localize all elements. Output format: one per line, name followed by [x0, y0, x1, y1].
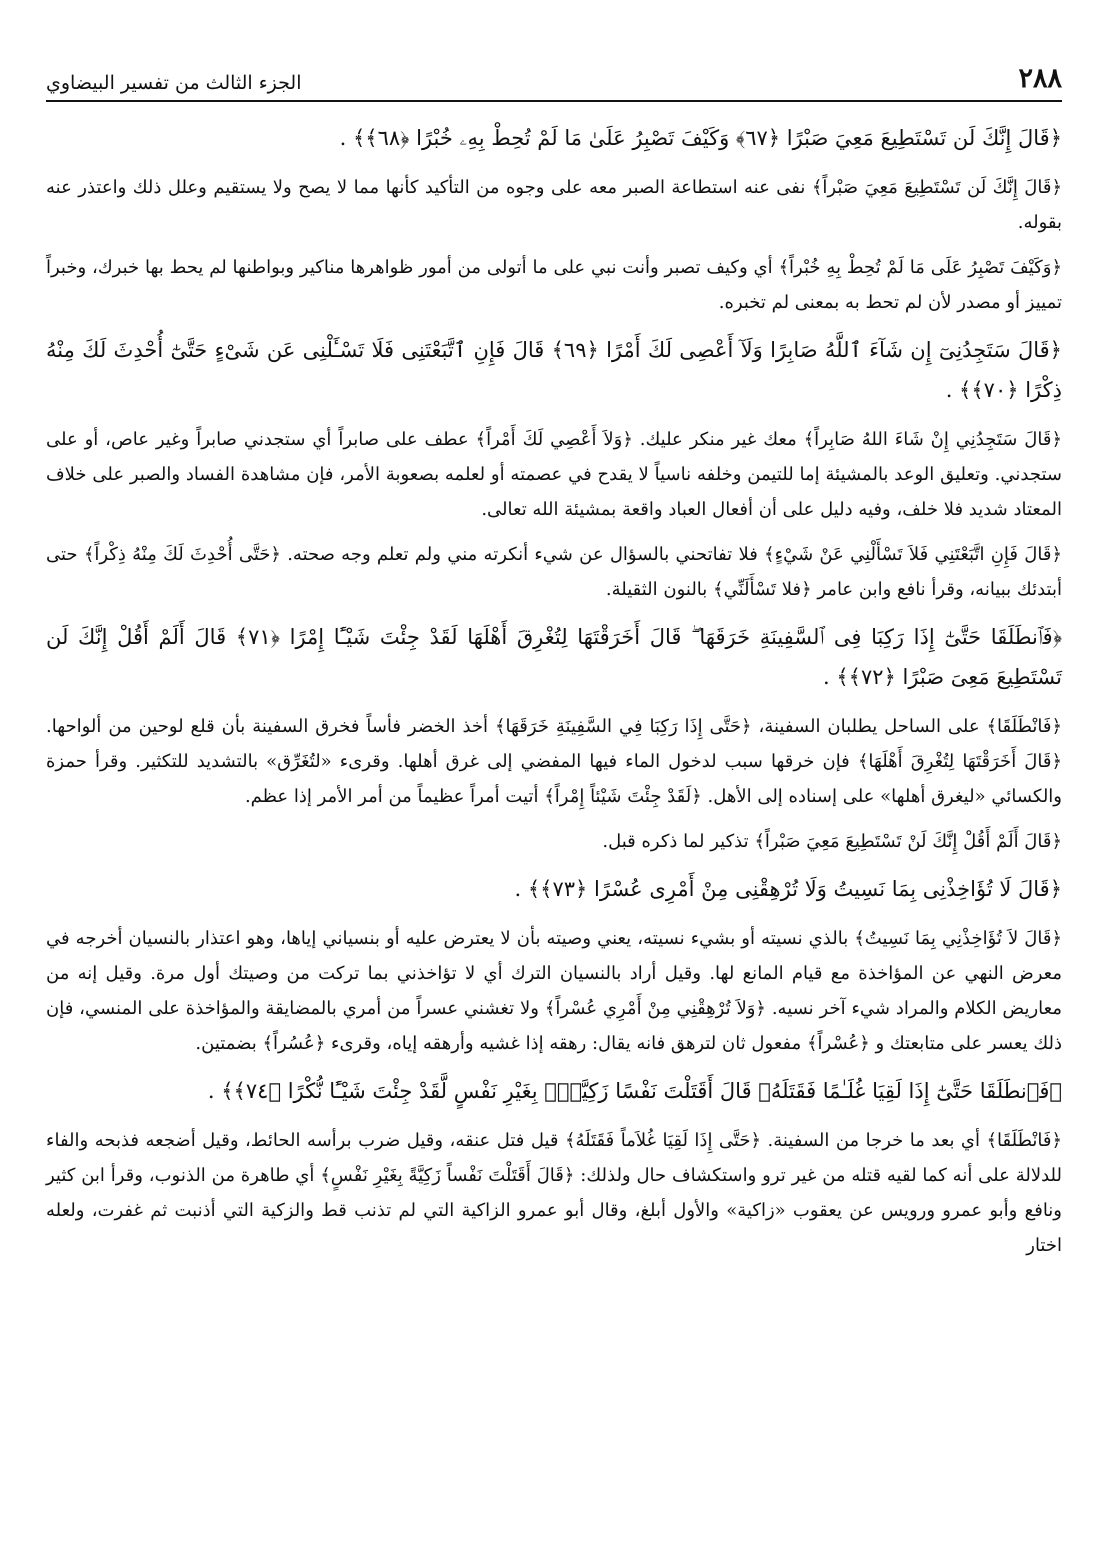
running-title: الجزء الثالث من تفسير البيضاوي — [46, 72, 302, 94]
quran-verse-67-68: ﴿قَالَ إِنَّكَ لَن تَسْتَطِيعَ مَعِيَ صَبْرًا ﴿٦٧﴾ وَكَيْفَ تَصْبِرُ عَلَىٰ مَا لَمْ تُحِطْ بِهِۦ خُبْرًا ﴿٦٨﴾﴾ . — [339, 126, 1062, 150]
commentary-paragraph: ﴿فَانْطَلَقَا﴾ أي بعد ما خرجا من السفينة. ﴿حَتَّى إِذَا لَقِيَا غُلاَماً فَقَتَلَهُ﴾ قيل فتل عنقه، وقيل ضرب برأسه الحائط، وقيل أضجعه فذبحه والفاء للدلالة على أنه كما لقيه قتله من غير ترو واستكشاف حال ولذلك: ﴿قَالَ أَقَتَلْتَ نَفْساً زَكِيَّةً بِغَيْرِ نَفْسٍ﴾ أي طاهرة من الذنوب، وقرأ ابن كثير ونافع وأبو عمرو ورويس عن يعقوب «زاكية» والأول أبلغ، وقال أبو عمرو الزاكية التي لم تذنب قط والزكية التي أذنبت ثم غفرت، ولعله اختار — [46, 1130, 1063, 1256]
commentary-paragraph: ﴿قَالَ أَلَمْ أَقُلْ إِنَّكَ لَنْ تَسْتَطِيعَ مَعِيَ صَبْراً﴾ تذكير لما ذكره قبل. — [602, 831, 1062, 852]
commentary-paragraph: ﴿قَالَ سَتَجِدُنِي إِنْ شَاءَ اللهُ صَابِراً﴾ معك غير منكر عليك. ﴿وَلاَ أَعْصِي لَكَ أَمْراً﴾ عطف على صابراً أي ستجدني صابراً وغير عاص، أو على ستجدني. وتعليق الوعد بالمشيئة إما للتيمن وخلفه ناسياً لا يقدح في عصمته أو لعلمه بصعوبة الأمر، فإن مشاهدة الفساد والصبر على خلاف المعتاد شديد فلا خلف، وفيه دليل على أن أفعال العباد واقعة بمشيئة الله تعالى. — [46, 429, 1062, 520]
page-header — [46, 58, 1062, 102]
page-body — [46, 118, 1062, 1548]
commentary-paragraph: ﴿وَكَيْفَ تَصْبِرُ عَلَى مَا لَمْ تُحِطْ بِهِ خُبْراً﴾ أي وكيف تصبر وأنت نبي على ما أتولى من أمور ظواهرها مناكير وبواطنها لم يحط بها خبرك، وخبراً تمييز أو مصدر لأن لم تحط به بمعنى لم تخبره. — [46, 257, 1062, 313]
page-number: ٢٨٨ — [1018, 63, 1062, 94]
quran-verse-73: ﴿قَالَ لَا تُؤَاخِذْنِى بِمَا نَسِيتُ وَلَا تُرْهِقْنِى مِنْ أَمْرِى عُسْرًا ﴿٧٣﴾﴾ . — [514, 877, 1062, 901]
quran-verse-74: ﴿فَٱنطَلَقَا حَتَّىٰٓ إِذَا لَقِيَا غُلَـٰمًا فَقَتَلَهُۥ قَالَ أَقَتَلْتَ نَفْسًا زَكِيَّةًۢ بِغَيْرِ نَفْسٍ لَّقَدْ جِئْتَ شَيْـًٔا نُّكْرًا ﴿٧٤﴾﴾ . — [207, 1079, 1062, 1103]
commentary-paragraph: ﴿قَالَ لاَ تُؤَاخِذْنِي بِمَا نَسِيتُ﴾ بالذي نسيته أو بشيء نسيته، يعني وصيته بأن لا يعترض عليه أو بنسياني إياها، وهو اعتذار بالنسيان أخرجه في معرض النهي عن المؤاخذة مع قيام المانع لها. وقيل أراد بالنسيان الترك أي لا تؤاخذني بما تركت من وصيتك أول مرة. وقيل إنه من معاريض الكلام والمراد شيء آخر نسيه. ﴿وَلاَ تُرْهِقْنِي مِنْ أَمْرِي عُسْراً﴾ ولا تغشني عسراً من أمري بالمضايقة والمؤاخذة على المنسي، فإن ذلك يعسر على متابعتك و ﴿عُسْراً﴾ مفعول ثان لترهق فانه يقال: رهقه إذا غشيه وأرهقه إياه، وقرىء ﴿عُسُراً﴾ بضمتين. — [46, 928, 1062, 1054]
commentary-paragraph: ﴿قَالَ إِنَّكَ لَن تَسْتَطِيعَ مَعِيَ صَبْراً﴾ نفى عنه استطاعة الصبر معه على وجوه من التأكيد كأنها مما لا يصح ولا يستقيم وعلل ذلك واعتذر عنه بقوله. — [46, 177, 1062, 233]
book-page — [46, 58, 1062, 1548]
quran-verse-71-72: ﴿فَٱنطَلَقَا حَتَّىٰٓ إِذَا رَكِبَا فِى ٱلسَّفِينَةِ خَرَقَهَا ۖ قَالَ أَخَرَقْتَهَا لِتُغْرِقَ أَهْلَهَا لَقَدْ جِئْتَ شَيْـًٔا إِمْرًا ﴿٧١﴾ قَالَ أَلَمْ أَقُلْ إِنَّكَ لَن تَسْتَطِيعَ مَعِىَ صَبْرًا ﴿٧٢﴾﴾ . — [46, 625, 1062, 689]
quran-verse-69-70: ﴿قَالَ سَتَجِدُنِىٓ إِن شَآءَ ٱللَّهُ صَابِرًا وَلَآ أَعْصِى لَكَ أَمْرًا ﴿٦٩﴾ قَالَ فَإِنِ ٱتَّبَعْتَنِى فَلَا تَسْـَٔلْنِى عَن شَىْءٍ حَتَّىٰٓ أُحْدِثَ لَكَ مِنْهُ ذِكْرًا ﴿٧٠﴾﴾ . — [46, 338, 1062, 402]
commentary-paragraph: ﴿فَانْطَلَقَا﴾ على الساحل يطلبان السفينة، ﴿حَتَّى إِذَا رَكِبَا فِي السَّفِينَةِ خَرَقَهَا﴾ أخذ الخضر فأساً فخرق السفينة بأن قلع لوحين من ألواحها. ﴿قَالَ أَخَرَقْتَهَا لِتُغْرِقَ أَهْلَهَا﴾ فإن خرقها سبب لدخول الماء فيها المفضي إلى غرق أهلها. وقرىء «لتُغَرِّق» بالتشديد للتكثير. وقرأ حمزة والكسائي «ليغرق أهلها» على إسناده إلى الأهل. ﴿لَقَدْ جِئْتَ شَيْئاً إِمْراً﴾ أتيت أمراً عظيماً من أمر الأمر إذا عظم. — [46, 716, 1062, 807]
commentary-paragraph: ﴿قَالَ فَإِنِ اتَّبَعْتَنِي فَلاَ تَسْأَلْنِي عَنْ شَيْءٍ﴾ فلا تفاتحني بالسؤال عن شيء أنكرته مني ولم تعلم وجه صحته. ﴿حَتَّى أُحْدِثَ لَكَ مِنْهُ ذِكْراً﴾ حتى أبتدئك ببيانه، وقرأ نافع وابن عامر ﴿فلا تَسْأَلَنِّي﴾ بالنون الثقيلة. — [46, 544, 1062, 600]
